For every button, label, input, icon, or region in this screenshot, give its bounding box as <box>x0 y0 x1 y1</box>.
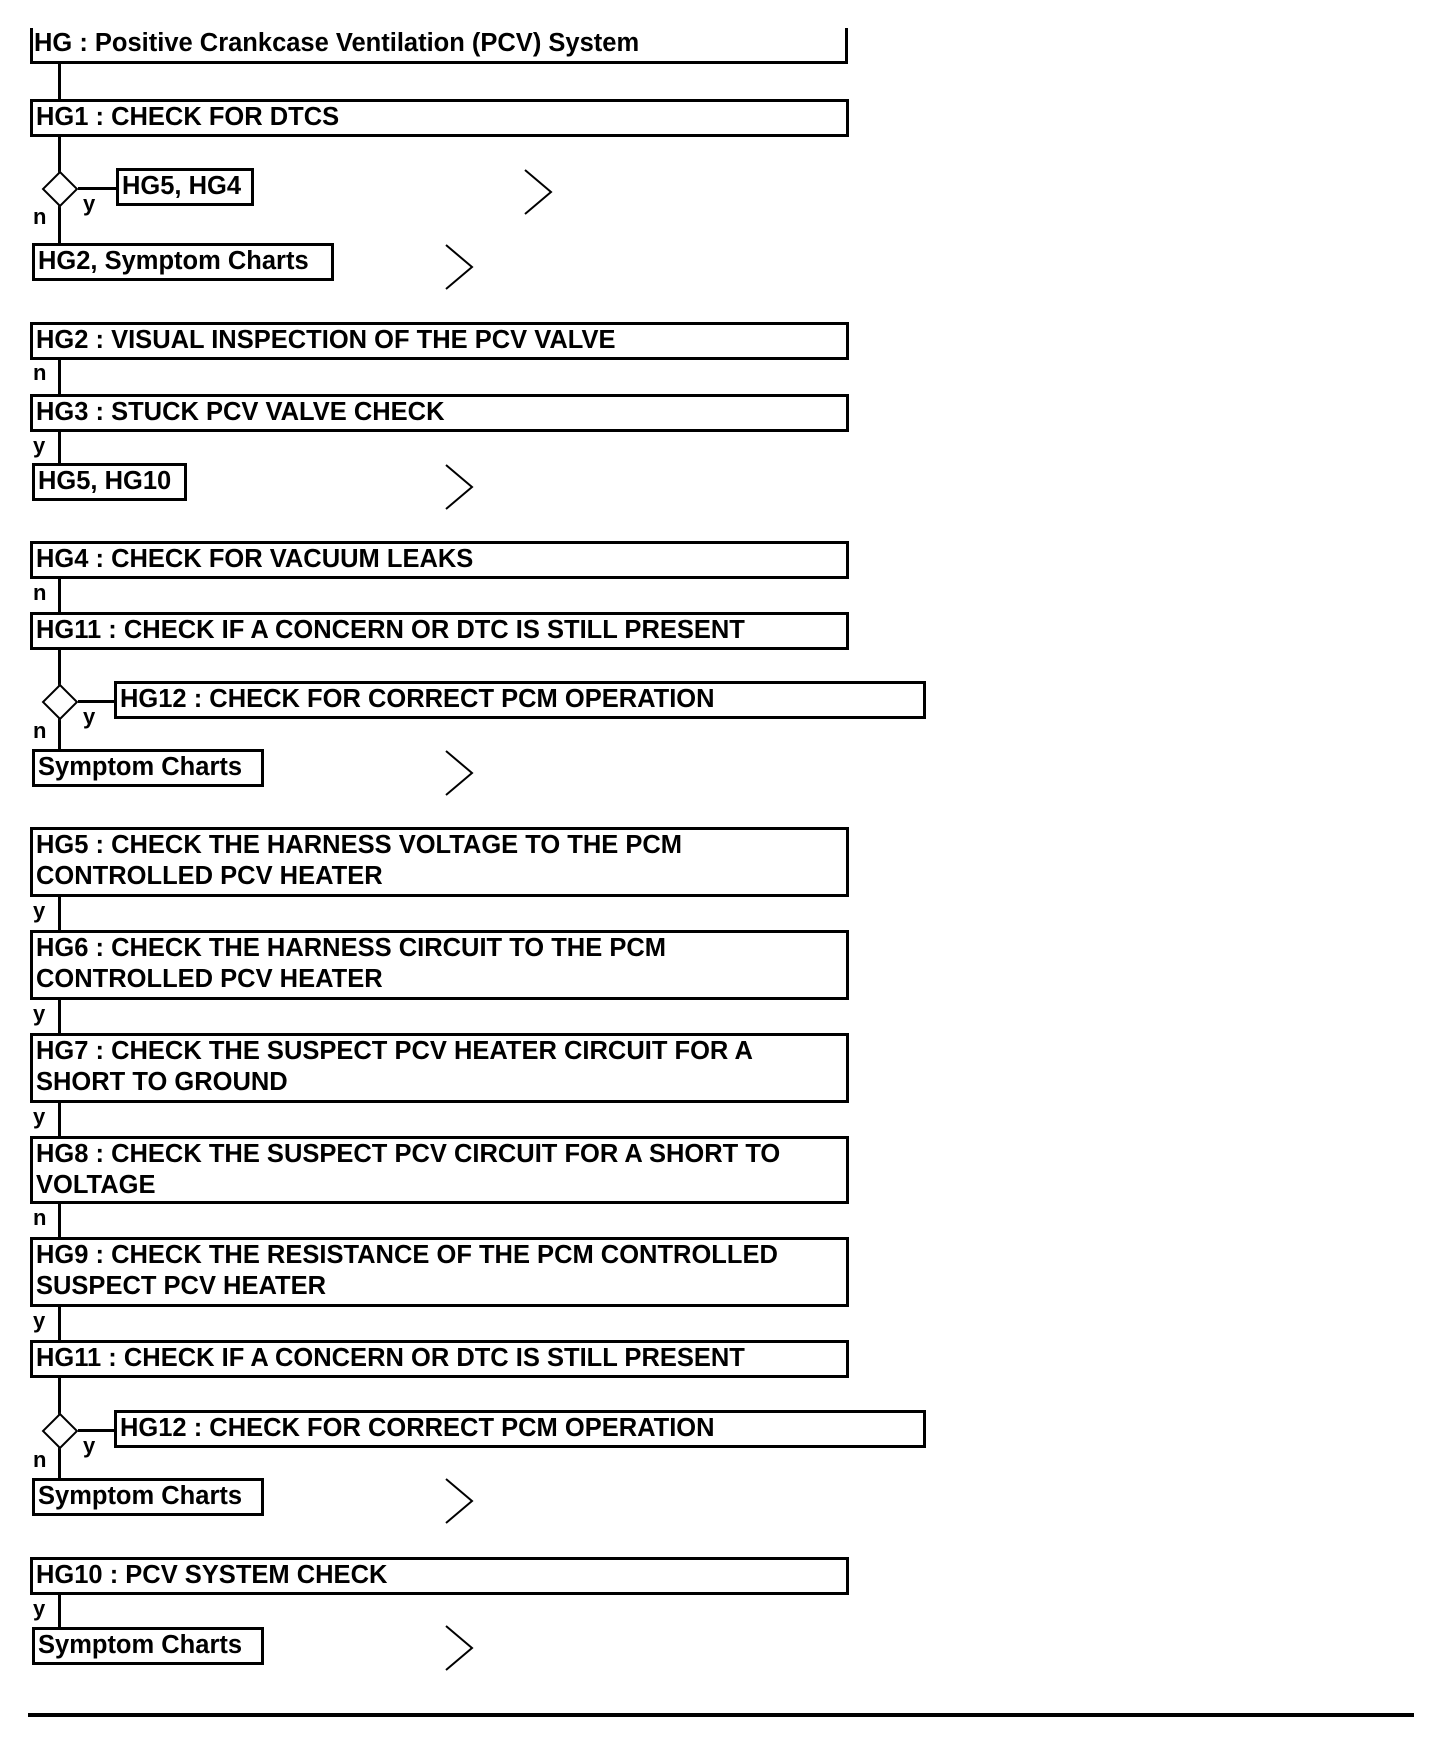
link-hg5-hg10[interactable]: HG5, HG10 <box>32 463 187 501</box>
yes-label: y <box>33 1001 46 1026</box>
chevron-right-icon[interactable] <box>443 463 477 511</box>
yes-label: y <box>83 1433 96 1458</box>
step-hg2: HG2 : VISUAL INSPECTION OF THE PCV VALVE <box>30 322 849 360</box>
link-symptom-charts[interactable]: Symptom Charts <box>32 749 264 787</box>
step-hg8: HG8 : CHECK THE SUSPECT PCV CIRCUIT FOR A SHORT TO VOLTAGE <box>30 1136 849 1204</box>
diamond-icon <box>42 684 79 721</box>
step-hg7: HG7 : CHECK THE SUSPECT PCV HEATER CIRCUIT FOR A SHORT TO GROUND <box>30 1033 849 1103</box>
connector <box>58 432 61 466</box>
chevron-right-icon[interactable] <box>443 1624 477 1672</box>
connector <box>78 1429 116 1432</box>
link-hg2-symptom-charts[interactable]: HG2, Symptom Charts <box>32 243 334 281</box>
connector <box>58 360 61 395</box>
connector <box>58 64 61 100</box>
connector <box>58 1307 61 1341</box>
yes-label: y <box>33 898 46 923</box>
connector <box>58 1595 61 1629</box>
no-label: n <box>33 204 47 229</box>
step-hg9: HG9 : CHECK THE RESISTANCE OF THE PCM CONTROLLED SUSPECT PCV HEATER <box>30 1237 849 1307</box>
no-label: n <box>33 1447 47 1472</box>
title-right-edge <box>845 28 848 64</box>
connector <box>58 1000 61 1034</box>
link-symptom-charts[interactable]: Symptom Charts <box>32 1478 264 1516</box>
step-hg12: HG12 : CHECK FOR CORRECT PCM OPERATION <box>114 681 926 719</box>
chevron-right-icon[interactable] <box>443 749 477 797</box>
no-label: n <box>33 360 47 385</box>
yes-label: y <box>33 1596 46 1621</box>
link-hg5-hg4[interactable]: HG5, HG4 <box>116 168 254 206</box>
step-hg12: HG12 : CHECK FOR CORRECT PCM OPERATION <box>114 1410 926 1448</box>
no-label: n <box>33 1205 47 1230</box>
title-underline <box>30 61 848 64</box>
link-symptom-charts[interactable]: Symptom Charts <box>32 1627 264 1665</box>
chevron-right-icon[interactable] <box>443 1477 477 1525</box>
step-hg5: HG5 : CHECK THE HARNESS VOLTAGE TO THE PCM CONTROLLED PCV HEATER <box>30 827 849 897</box>
connector <box>78 187 118 190</box>
diamond-icon <box>42 1413 79 1450</box>
chevron-right-icon[interactable] <box>522 168 556 216</box>
connector <box>58 897 61 931</box>
yes-label: y <box>33 1308 46 1333</box>
bottom-rule <box>28 1713 1414 1717</box>
chevron-right-icon[interactable] <box>443 243 477 291</box>
no-label: n <box>33 580 47 605</box>
connector <box>58 1103 61 1137</box>
step-hg11: HG11 : CHECK IF A CONCERN OR DTC IS STILL PRESENT <box>30 612 849 650</box>
yes-label: y <box>33 433 46 458</box>
connector <box>78 700 116 703</box>
yes-label: y <box>83 704 96 729</box>
step-hg4: HG4 : CHECK FOR VACUUM LEAKS <box>30 541 849 579</box>
yes-label: y <box>33 1104 46 1129</box>
yes-label: y <box>83 191 96 216</box>
step-hg6: HG6 : CHECK THE HARNESS CIRCUIT TO THE PCM CONTROLLED PCV HEATER <box>30 930 849 1000</box>
connector <box>58 579 61 613</box>
no-label: n <box>33 718 47 743</box>
step-hg10: HG10 : PCV SYSTEM CHECK <box>30 1557 849 1595</box>
step-hg11: HG11 : CHECK IF A CONCERN OR DTC IS STILL PRESENT <box>30 1340 849 1378</box>
connector <box>58 1204 61 1238</box>
diamond-icon <box>42 171 79 208</box>
step-hg3: HG3 : STUCK PCV VALVE CHECK <box>30 394 849 432</box>
diagram-title: HG : Positive Crankcase Ventilation (PCV) System <box>34 29 640 57</box>
step-hg1: HG1 : CHECK FOR DTCS <box>30 99 849 137</box>
